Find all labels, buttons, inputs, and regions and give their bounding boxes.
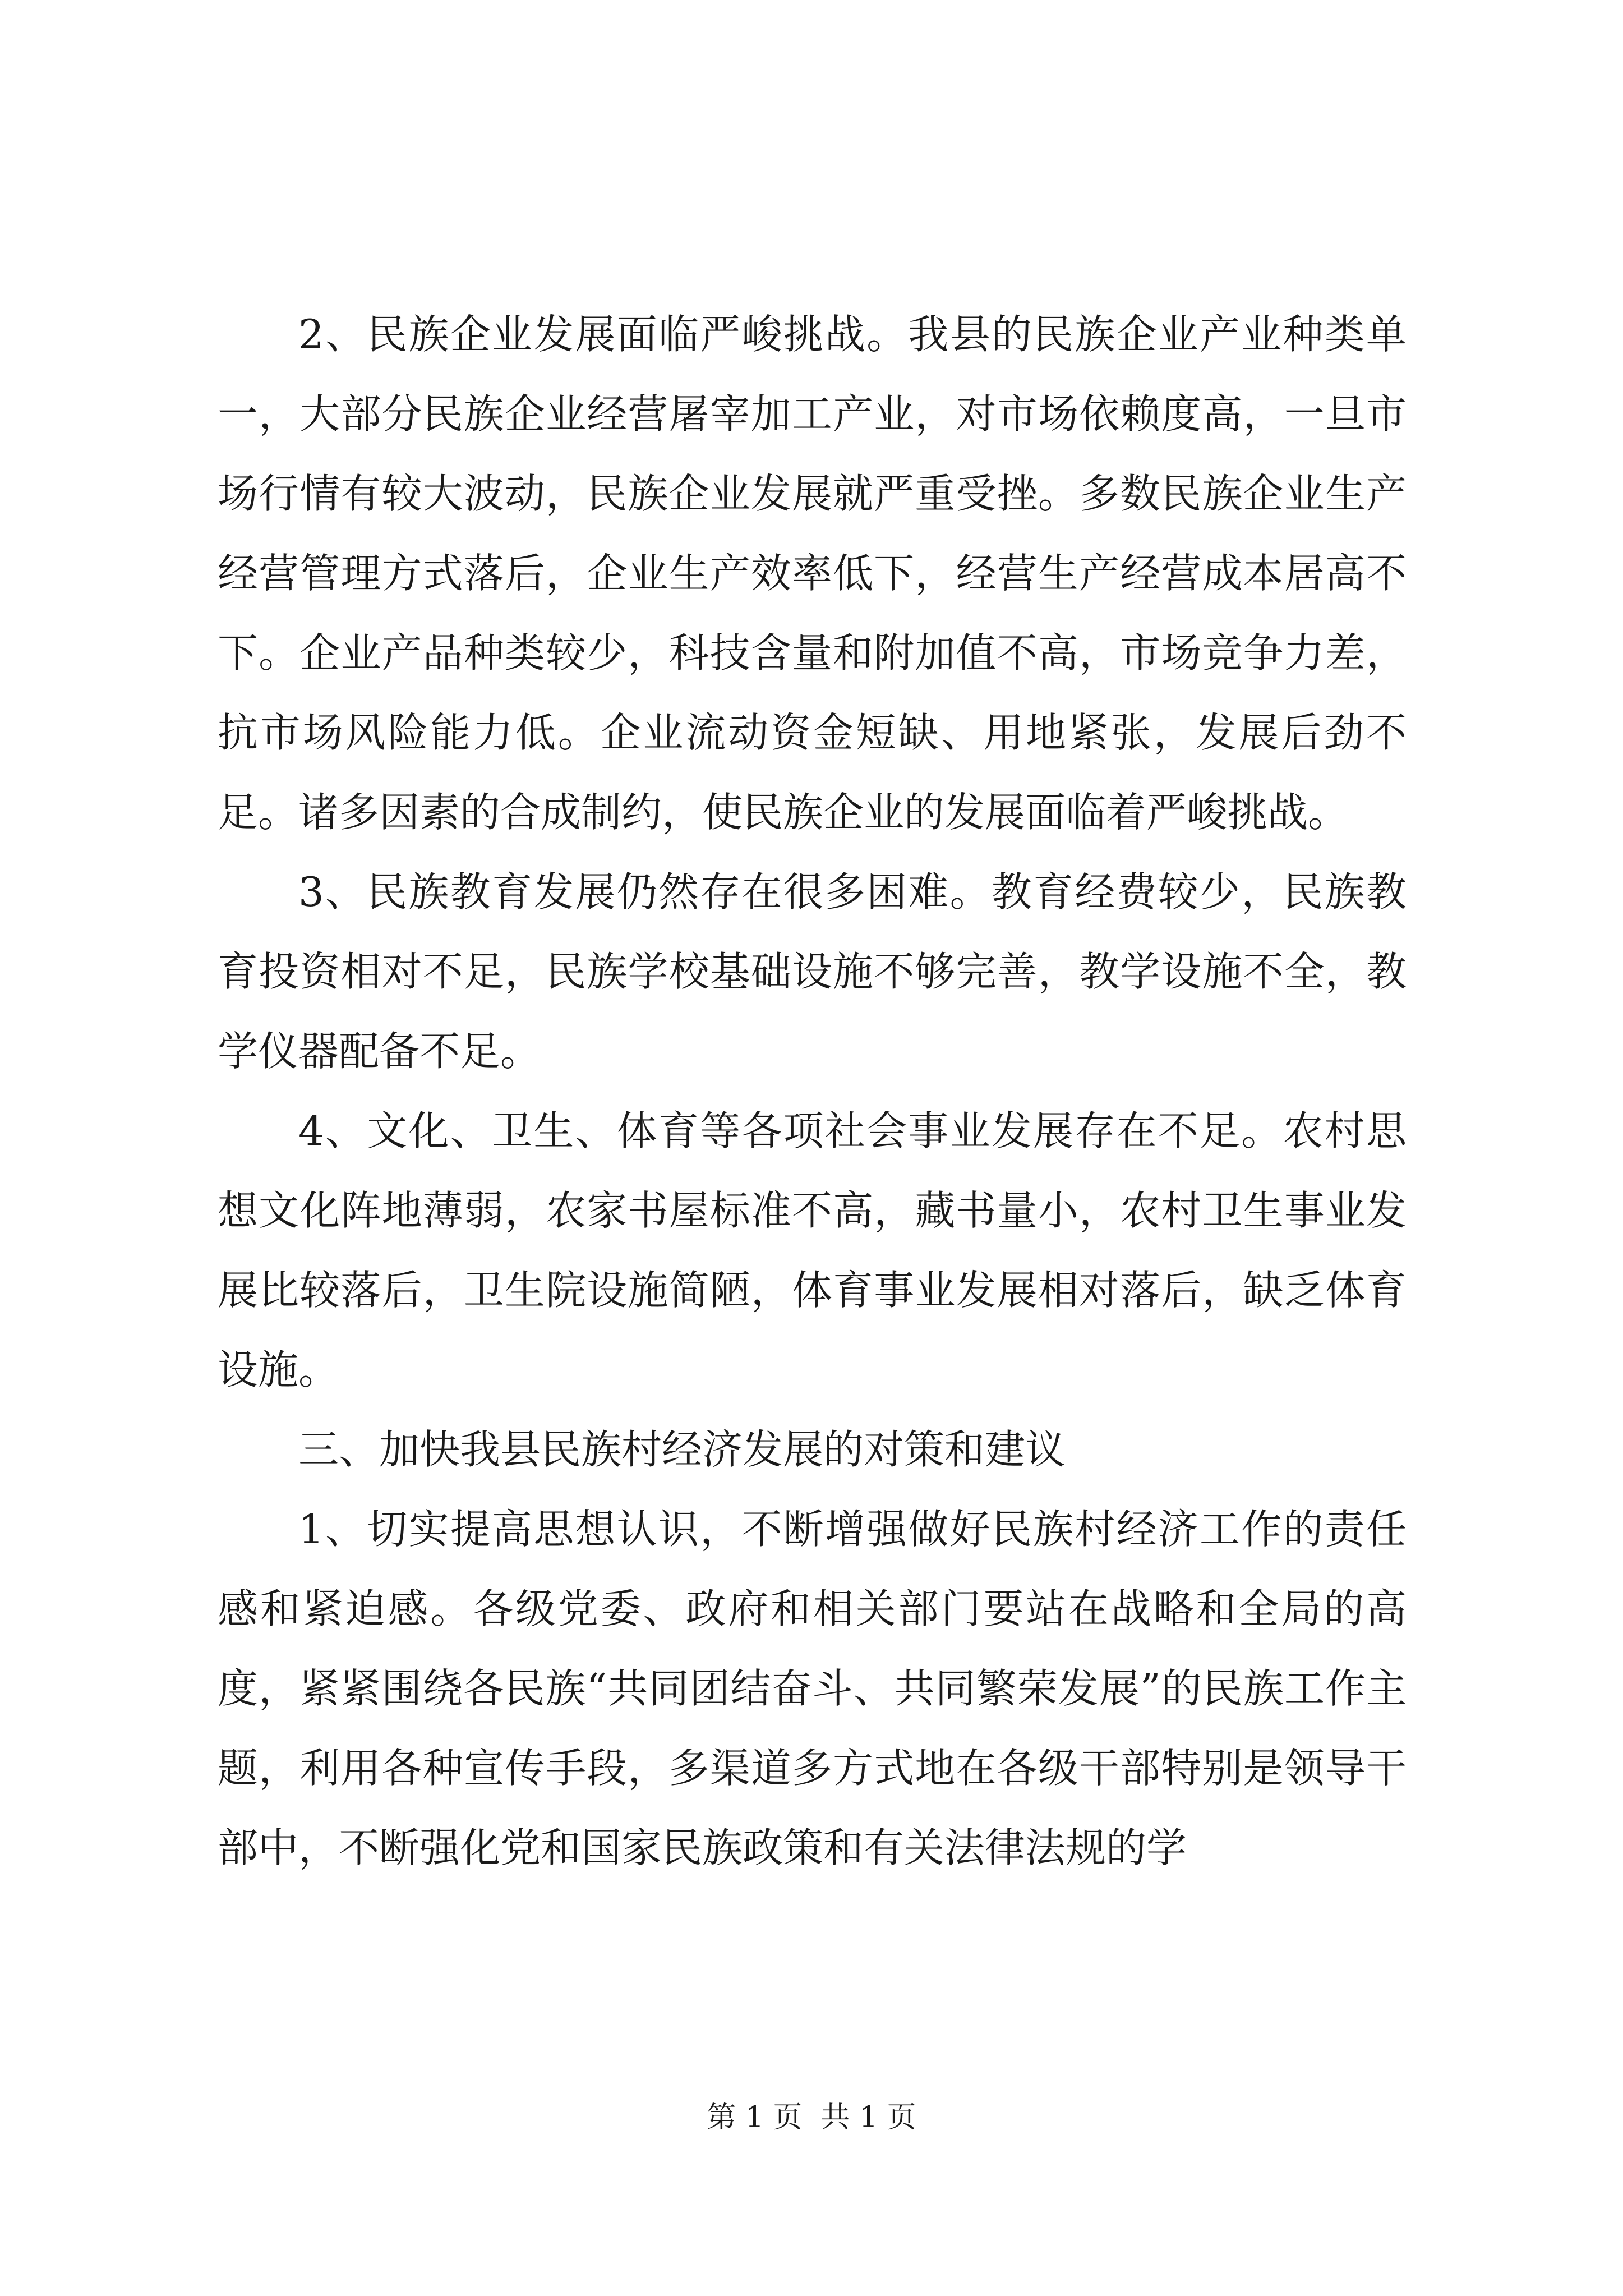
paragraph-education-difficulties: 3、民族教育发展仍然存在很多困难。教育经费较少，民族教育投资相对不足，民族学校基础设施不够完善，教学设施不全，教学仪器配备不足。: [218, 868, 1407, 1075]
document-body: [218, 295, 1407, 1888]
paragraph-enterprise-challenges: 2、民族企业发展面临严峻挑战。我县的民族企业产业种类单一，大部分民族企业经营屠宰加工产业，对市场依赖度高，一旦市场行情有较大波动，民族企业发展就严重受挫。多数民族企业生产经营管理方式落后，企业生产效率低下，经营生产经营成本居高不下。企业产品种类较少，科技含量和附加值不高，市场竞争力差，抗市场风险能力低。企业流动资金短缺、用地紧张，发展后劲不足。诸多因素的合成制约，使民族企业的发展面临着严峻挑战。: [218, 311, 1407, 836]
paragraph-social-affairs: 4、文化、卫生、体育等各项社会事业发展存在不足。农村思想文化阵地薄弱，农家书屋标准不高，藏书量小，农村卫生事业发展比较落后，卫生院设施简陋，体育事业发展相对落后，缺乏体育设施。: [218, 1107, 1407, 1393]
paragraph-raise-awareness: 1、切实提高思想认识，不断增强做好民族村经济工作的责任感和紧迫感。各级党委、政府和相关部门要站在战略和全局的高度，紧紧围绕各民族“共同团结奋斗、共同繁荣发展”的民族工作主题，利用各种宣传手段，多渠道多方式地在各级干部特别是领导干部中，不断强化党和国家民族政策和有关法律法规的学: [218, 1506, 1407, 1871]
page-footer: [0, 2098, 1623, 2137]
page-number-label: 第 1 页 共 1 页: [707, 2101, 916, 2134]
section-heading-countermeasures: 三、加快我县民族村经济发展的对策和建议: [298, 1426, 1066, 1473]
